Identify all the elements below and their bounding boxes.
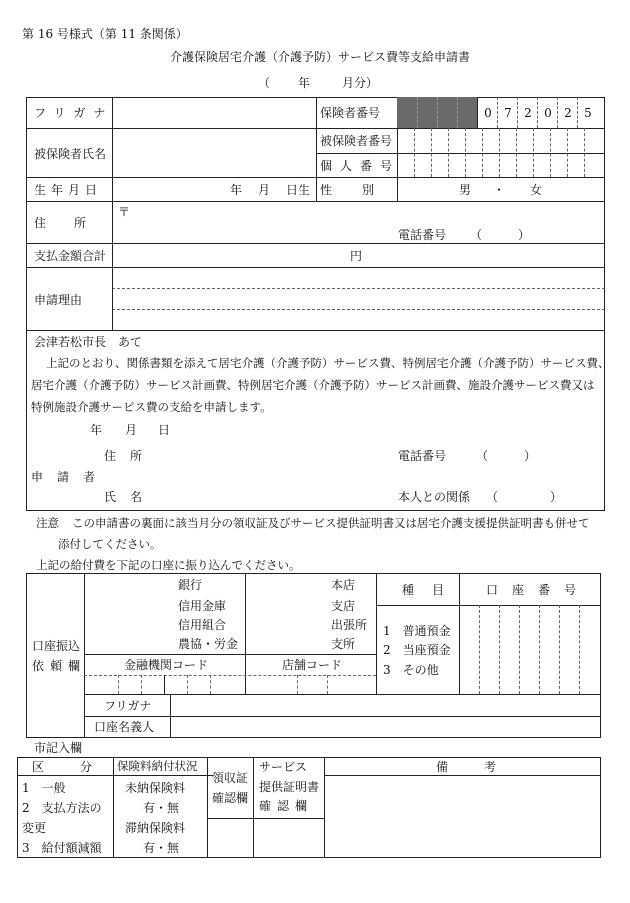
applicant-phone-parens: （ ）	[476, 449, 541, 463]
insured-number-label: 被保険者番号	[320, 134, 393, 148]
date-year: 年	[90, 423, 103, 437]
date-month: 月	[125, 423, 138, 437]
payment-total-label: 支払金額合計	[34, 249, 107, 263]
service-cert-label: 確認欄	[259, 799, 314, 813]
account-kind-label: 種目	[402, 583, 463, 597]
receipt-check-label: 確認欄	[212, 791, 249, 805]
note-prefix: 注意	[36, 516, 59, 530]
relation-label: 本人との関係	[398, 490, 471, 504]
remarks-label: 備考	[436, 760, 533, 774]
insurer-number-label: 保険者番号	[320, 106, 381, 120]
applicant-label: 申請者	[31, 470, 110, 484]
bank-type: 農協・労金	[178, 637, 239, 651]
bank-transfer-label-1: 口座振込	[32, 639, 81, 653]
account-number-label: 口座番号	[486, 583, 591, 597]
period-open: （	[258, 76, 271, 90]
form-number: 第 16 号様式（第 11 条関係）	[22, 27, 188, 41]
applicant-address-label: 住所	[104, 449, 157, 463]
account-kind: 2 当座預金	[383, 643, 451, 657]
applicant-phone-label: 電話番号	[398, 449, 447, 463]
birth-month: 月	[258, 183, 271, 197]
bank-type: 信用組合	[178, 618, 227, 632]
applicant-name-label: 氏名	[104, 490, 157, 504]
personal-number-label: 個人番号	[320, 159, 401, 173]
declaration-line2: 居宅介護（介護予防）サービス計画費、特例居宅介護（介護予防）サービス計画費、施設介護サービス費又は	[31, 378, 595, 392]
relation-parens: （ ）	[486, 490, 567, 504]
branch-type: 本店	[331, 578, 356, 592]
reason-label: 申請理由	[34, 293, 83, 307]
payment-status-item: 未納保険料	[125, 781, 186, 795]
declaration-line3: 特例施設介護サービス費の支給を申請します。	[31, 400, 272, 414]
sex-label: 性別	[320, 183, 405, 197]
account-furigana-label: フリガナ	[104, 699, 152, 713]
branch-type: 支店	[331, 599, 356, 613]
payment-status-item: 有・無	[143, 841, 180, 855]
account-kind: 3 その他	[383, 663, 439, 677]
sex-dot: ・	[493, 183, 506, 197]
bank-type: 信用金庫	[178, 599, 227, 613]
declaration-line1: 上記のとおり、関係書類を添えて居宅介護（介護予防）サービス費、特例居宅介護（介護予防）サービス費、	[46, 356, 610, 370]
bank-type: 銀行	[178, 578, 203, 592]
division-item: 1 一般	[22, 781, 66, 795]
address-label: 住所	[34, 216, 115, 230]
division-label: 区分	[32, 760, 129, 774]
insurer-digit: 2	[524, 106, 532, 120]
service-cert-label: サービス	[259, 760, 308, 774]
insurer-digit: 2	[564, 106, 572, 120]
sex-male: 男	[459, 183, 472, 197]
branch-code-label: 店舗コード	[282, 658, 343, 672]
period-year: 年	[298, 76, 311, 90]
transfer-intro: 上記の給付費を下記の口座に振り込んでください。	[36, 558, 301, 572]
yen-label: 円	[350, 249, 363, 263]
postal-mark: 〒	[118, 205, 131, 219]
insurer-digit: 0	[484, 106, 492, 120]
insurer-digit: 0	[544, 106, 552, 120]
division-item: 3 給付額減額	[22, 841, 102, 855]
division-item: 2 支払方法の	[22, 801, 102, 815]
bank-table	[26, 573, 601, 738]
birthdate-label: 生年月日	[34, 183, 103, 197]
insurer-digit: 5	[584, 106, 592, 120]
period-month: 月分）	[342, 76, 379, 90]
division-item: 変更	[22, 821, 47, 835]
birth-day: 日生	[286, 183, 311, 197]
furigana-label: フリガナ	[34, 106, 114, 120]
sex-female: 女	[530, 183, 543, 197]
city-section-label: 市記入欄	[34, 741, 83, 755]
payment-status-item: 滞納保険料	[125, 821, 186, 835]
phone-parens: （ ）	[470, 228, 535, 242]
service-cert-label: 提供証明書	[259, 780, 320, 794]
form-title: 介護保険居宅介護（介護予防）サービス費等支給申請書	[170, 50, 471, 64]
account-kind: 1 普通預金	[383, 624, 451, 638]
date-day: 日	[158, 423, 171, 437]
account-holder-label: 口座名義人	[94, 720, 155, 734]
birth-year: 年	[230, 183, 243, 197]
receipt-check-label: 領収証	[212, 771, 249, 785]
bank-code-label: 金融機関コード	[124, 658, 209, 672]
note-line2: 添付してください。	[58, 537, 162, 551]
addressee: 会津若松市長 あて	[34, 335, 143, 349]
phone-label: 電話番号	[398, 228, 447, 242]
branch-type: 支所	[331, 637, 356, 651]
insurer-digit: 7	[504, 106, 512, 120]
payment-status-label: 保険料納付状況	[117, 759, 198, 773]
branch-type: 出張所	[331, 618, 368, 632]
payment-status-item: 有・無	[143, 801, 180, 815]
note-line1: この申請書の裏面に該当月分の領収証及びサービス提供証明書又は居宅介護支援提供証明書も併せて	[72, 516, 590, 530]
bank-transfer-label-2: 依頼欄	[32, 659, 87, 673]
insured-name-label: 被保険者氏名	[34, 147, 107, 161]
